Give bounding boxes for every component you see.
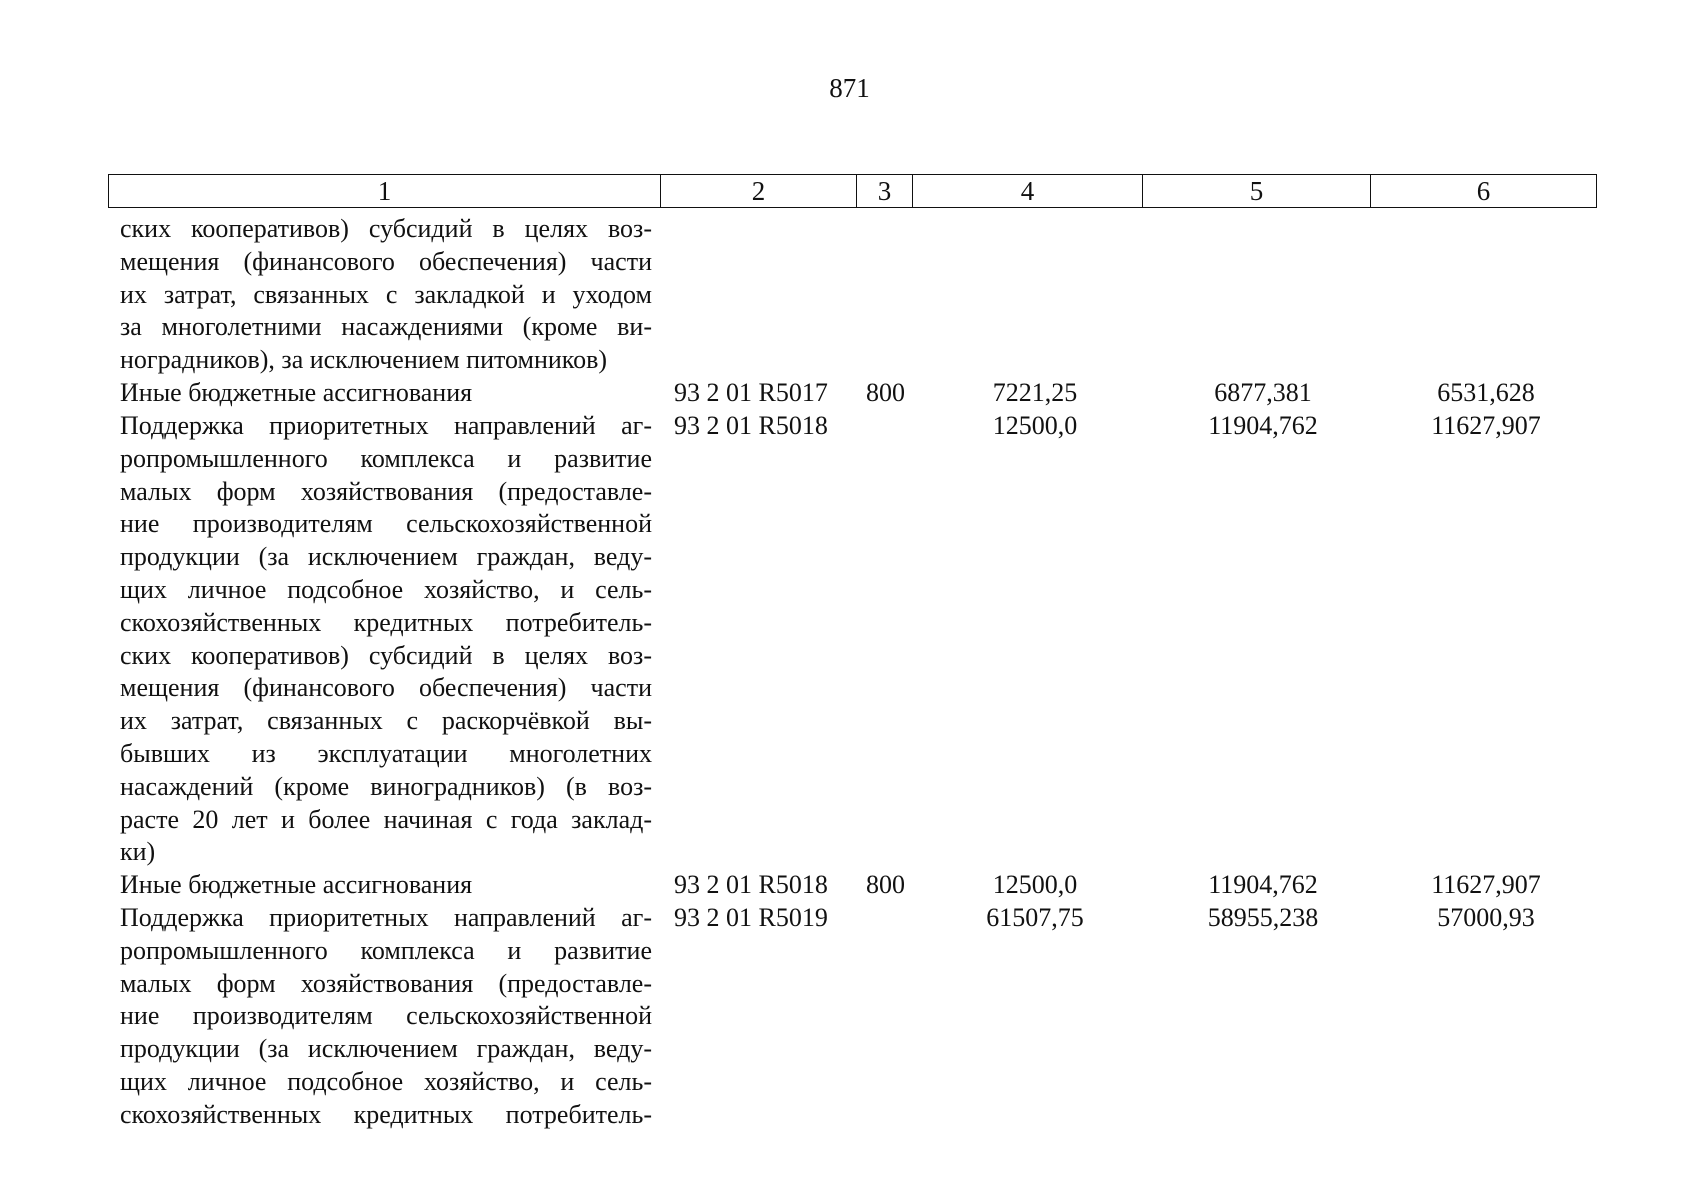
row-description (120, 410, 652, 869)
row-value-col6: 11627,907 (1431, 411, 1541, 440)
column-header-6: 6 (1371, 175, 1597, 208)
description-line: Иные бюджетные ассигнования (120, 378, 473, 407)
row-value-col5: 11904,762 (1208, 870, 1318, 899)
row-code: 93 2 01 R5017 (674, 378, 828, 407)
description-line: мещения (финансового обеспечения) части (120, 246, 652, 276)
description-line: ноградников), за исключением питомников) (120, 345, 608, 375)
row-value-col5: 6877,381 (1214, 378, 1312, 407)
row-code: 93 2 01 R5019 (674, 903, 828, 932)
column-header-5: 5 (1143, 175, 1371, 208)
description-line: за многолетними насаждениями (кроме ви- (120, 312, 652, 342)
description-line: насаждений (кроме виноградников) (в воз- (120, 771, 652, 801)
description-line: щих личное подсобное хозяйство, и сель- (120, 1066, 652, 1096)
row-description (120, 902, 652, 1132)
description-line: ских кооперативов) субсидий в целях воз- (120, 214, 652, 243)
row-description (120, 213, 652, 377)
description-line: скохозяйственных кредитных потребитель- (120, 1099, 652, 1129)
row-expense-type: 800 (866, 378, 905, 407)
description-line: продукции (за исключением граждан, веду- (120, 1034, 652, 1064)
row-description (120, 377, 652, 410)
description-line: Поддержка приоритетных направлений аг- (120, 903, 652, 932)
row-value-col4: 7221,25 (992, 378, 1078, 407)
description-line: расте 20 лет и более начиная с года заклад- (120, 804, 652, 834)
row-value-col5: 58955,238 (1207, 903, 1319, 932)
description-line: малых форм хозяйствования (предоставле- (120, 476, 652, 506)
description-line: ских кооперативов) субсидий в целях воз- (120, 640, 652, 670)
description-line: малых форм хозяйствования (предоставле- (120, 968, 652, 998)
description-line: их затрат, связанных с раскорчёвкой вы- (120, 706, 652, 736)
row-value-col4: 12500,0 (992, 411, 1078, 440)
row-value-col4: 12500,0 (992, 870, 1078, 899)
description-line: их затрат, связанных с закладкой и уходом (120, 279, 652, 309)
column-header-row (109, 175, 1597, 208)
column-header-1: 1 (109, 175, 661, 208)
column-header-3: 3 (857, 175, 913, 208)
description-line: ропромышленного комплекса и развитие (120, 935, 652, 965)
row-value-col6: 57000,93 (1437, 903, 1535, 932)
column-header-table (108, 174, 1597, 208)
row-value-col6: 11627,907 (1431, 870, 1541, 899)
description-line: мещения (финансового обеспечения) части (120, 673, 652, 703)
row-code: 93 2 01 R5018 (674, 411, 828, 440)
description-line: ние производителям сельскохозяйственной (120, 1001, 652, 1031)
row-expense-type: 800 (866, 870, 905, 899)
description-line: Иные бюджетные ассигнования (120, 870, 473, 899)
description-line: скохозяйственных кредитных потребитель- (120, 607, 652, 637)
column-header-2: 2 (661, 175, 857, 208)
row-code: 93 2 01 R5018 (674, 870, 828, 899)
row-description (120, 869, 652, 902)
row-value-col5: 11904,762 (1208, 411, 1318, 440)
column-header-4: 4 (913, 175, 1143, 208)
page-number: 871 (829, 73, 870, 103)
row-value-col4: 61507,75 (986, 903, 1084, 932)
description-line: щих личное подсобное хозяйство, и сель- (120, 574, 652, 604)
description-line: ропромышленного комплекса и развитие (120, 443, 652, 473)
row-value-col6: 6531,628 (1437, 378, 1535, 407)
description-line: ки) (120, 837, 156, 867)
description-line: Поддержка приоритетных направлений аг- (120, 411, 652, 440)
description-line: продукции (за исключением граждан, веду- (120, 542, 652, 572)
description-line: ние производителям сельскохозяйственной (120, 509, 652, 539)
description-line: бывших из эксплуатации многолетних (120, 738, 652, 768)
